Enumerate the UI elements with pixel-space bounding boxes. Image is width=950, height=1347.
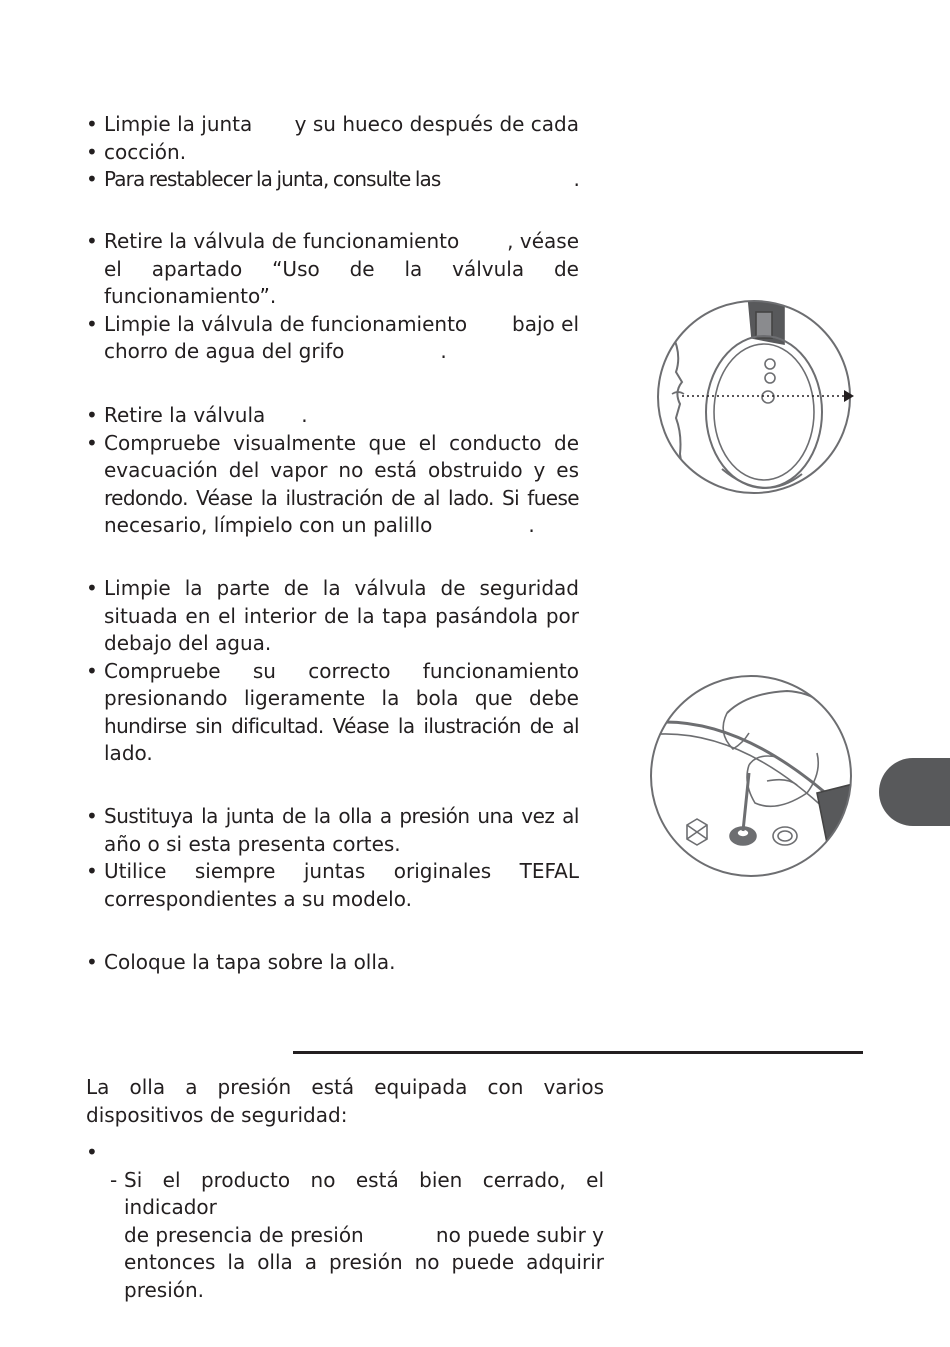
justified-line: el apartado “Uso de la válvula de: [104, 256, 579, 281]
section-heading-rule: [293, 1051, 863, 1054]
list-item: • Compruebe visualmente que el conducto de evacuación del vapor no está obstruido y es redondo. Véase la ilustración de al lado. Si fuese necesario, límpielo con un palillo .: [86, 430, 579, 540]
safety-list: [86, 1139, 604, 1304]
safety-intro: La olla a presión está equipada con varios dispositivos de seguridad:: [86, 1075, 604, 1127]
steam-outlet-inspection-illustration: [652, 294, 857, 500]
list-item: • Retire la válvula .: [86, 402, 579, 430]
steam-outlet-list: [86, 402, 579, 540]
gasket-replacement-list: [86, 803, 579, 913]
list-item: • Limpie la parte de la válvula de seguridad situada en el interior de la tapa pasándola por debajo del agua.: [86, 575, 579, 658]
list-item: • Retire la válvula de funcionamiento , véase el apartado “Uso de la válvula de funcionamiento”.: [86, 228, 579, 311]
safety-valve-list: [86, 575, 579, 768]
list-item: • Sustituya la junta de la olla a presión una vez al año o si esta presenta cortes.: [86, 803, 579, 858]
storage-list: [86, 949, 579, 977]
operating-valve-list: [86, 228, 579, 366]
list-item: • Limpie la junta y su hueco después de cada: [86, 111, 579, 139]
chapter-tab: [879, 758, 950, 826]
gasket-cleaning-list: [86, 111, 579, 194]
list-item: • Limpie la válvula de funcionamiento bajo el chorro de agua del grifo .: [86, 311, 579, 366]
list-item-continuation: • cocción.: [86, 139, 579, 167]
list-item: • Para restablecer la junta, consulte las .: [86, 166, 579, 194]
dash-item: - Si el producto no está bien cerrado, el indicador de presencia de presión no puede subir y entonces la olla a presión no puede adquirir presión.: [110, 1167, 604, 1302]
safety-valve-test-illustration: [647, 673, 857, 883]
list-item: • Coloque la tapa sobre la olla.: [86, 949, 579, 977]
list-item: • Utilice siempre juntas originales TEFAL correspondientes a su modelo.: [86, 858, 579, 913]
list-item: • Compruebe su correcto funcionamiento presionando ligeramente la bola que debe hundirse sin dificultad. Véase la ilustración de al lado.: [86, 658, 579, 768]
list-item: [86, 1139, 604, 1167]
